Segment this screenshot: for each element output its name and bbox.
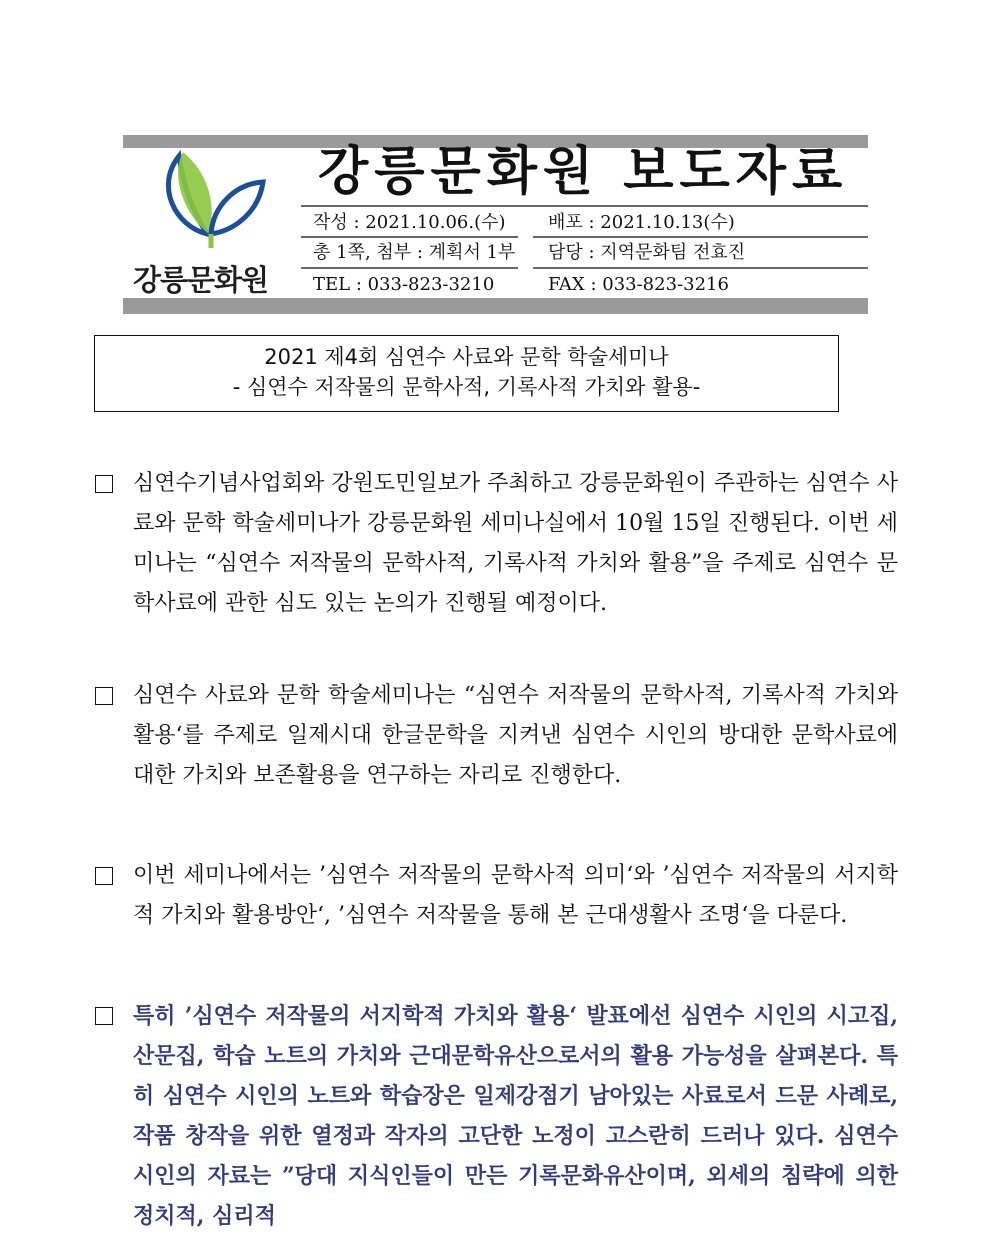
checkbox-bullet-icon: [95, 687, 113, 705]
leaf-logo-icon: [161, 148, 271, 253]
paragraph: [95, 464, 900, 624]
contact-person: 담당 : 지역문화팀 전효진: [548, 242, 746, 263]
headline-box: [94, 335, 839, 412]
divider: [301, 205, 868, 207]
page-count: 총 1쪽, 첨부 : 계획서 1부: [313, 242, 516, 263]
paragraph-text: 이번 세미나에서는 ’심연수 저작물의 문학사적 의미‘와 ’심연수 저작물의 서지학적 가치와 활용방안‘, ’심연수 저작물을 통해 본 근대생활사 조명‘을 다룬다.: [133, 863, 898, 928]
logo-name-kr: 강릉문화원: [133, 263, 269, 297]
paragraph: [95, 856, 900, 936]
written-date: 작성 : 2021.10.06.(수): [313, 212, 506, 233]
paragraph-text: 특히 ’심연수 저작물의 서지학적 가치와 활용‘ 발표에선 심연수 시인의 시고집, 산문집, 학습 노트의 가치와 근대문학유산으로서의 활용 가능성을 살펴본다. 특히 심연수 시인의 노트와 학습장은 일제강점기 남아있는 사료로서 드문 사례로, 작품 창작을 위한 열정과 작자의 고단한 노정이 고스란히 드러나 있다. 심연수 시인의 자료는 ”당대 지식인들이 만든 기록문화유산이며, 외세의 침략에 의한 정치적, 심리적: [133, 1003, 898, 1229]
telephone: TEL : 033-823-3210: [313, 274, 495, 295]
checkbox-bullet-icon: [95, 867, 113, 885]
paragraph-text: 심연수기념사업회와 강원도민일보가 주최하고 강릉문화원이 주관하는 심연수 사료와 문학 학술세미나가 강릉문화원 세미나실에서 10월 15일 진행된다. 이번 세미나는 “심연수 저작물의 문학사적, 기록사적 가치와 활용”을 주제로 심연수 문학사료에 관한 심도 있는 논의가 진행될 예정이다.: [133, 471, 898, 616]
press-release-header: [123, 135, 868, 315]
divider: [301, 267, 518, 269]
fax: FAX : 033-823-3216: [548, 274, 729, 295]
paragraph: [95, 676, 900, 796]
paragraph-highlighted: [95, 996, 900, 1236]
paragraph-text: 심연수 사료와 문학 학술세미나는 “심연수 저작물의 문학사적, 기록사적 가치와 활용‘를 주제로 일제시대 한글문학을 지켜낸 심연수 시인의 방대한 문학사료에 대한 가치와 보존활용을 연구하는 자리로 진행한다.: [133, 683, 898, 788]
headline-line-2: - 심연수 저작물의 문학사적, 기록사적 가치와 활용-: [232, 375, 701, 399]
divider: [533, 236, 868, 238]
checkbox-bullet-icon: [95, 475, 113, 493]
header-bottom-bar: [123, 298, 868, 314]
checkbox-bullet-icon: [95, 1007, 113, 1025]
page-title: 강릉문화원 보도자료: [318, 142, 849, 202]
headline-line-1: 2021 제4회 심연수 사료와 문학 학술세미나: [264, 345, 669, 369]
distribution-date: 배포 : 2021.10.13(수): [548, 212, 735, 233]
divider: [301, 236, 518, 238]
logo: [123, 148, 293, 308]
divider: [533, 267, 868, 269]
